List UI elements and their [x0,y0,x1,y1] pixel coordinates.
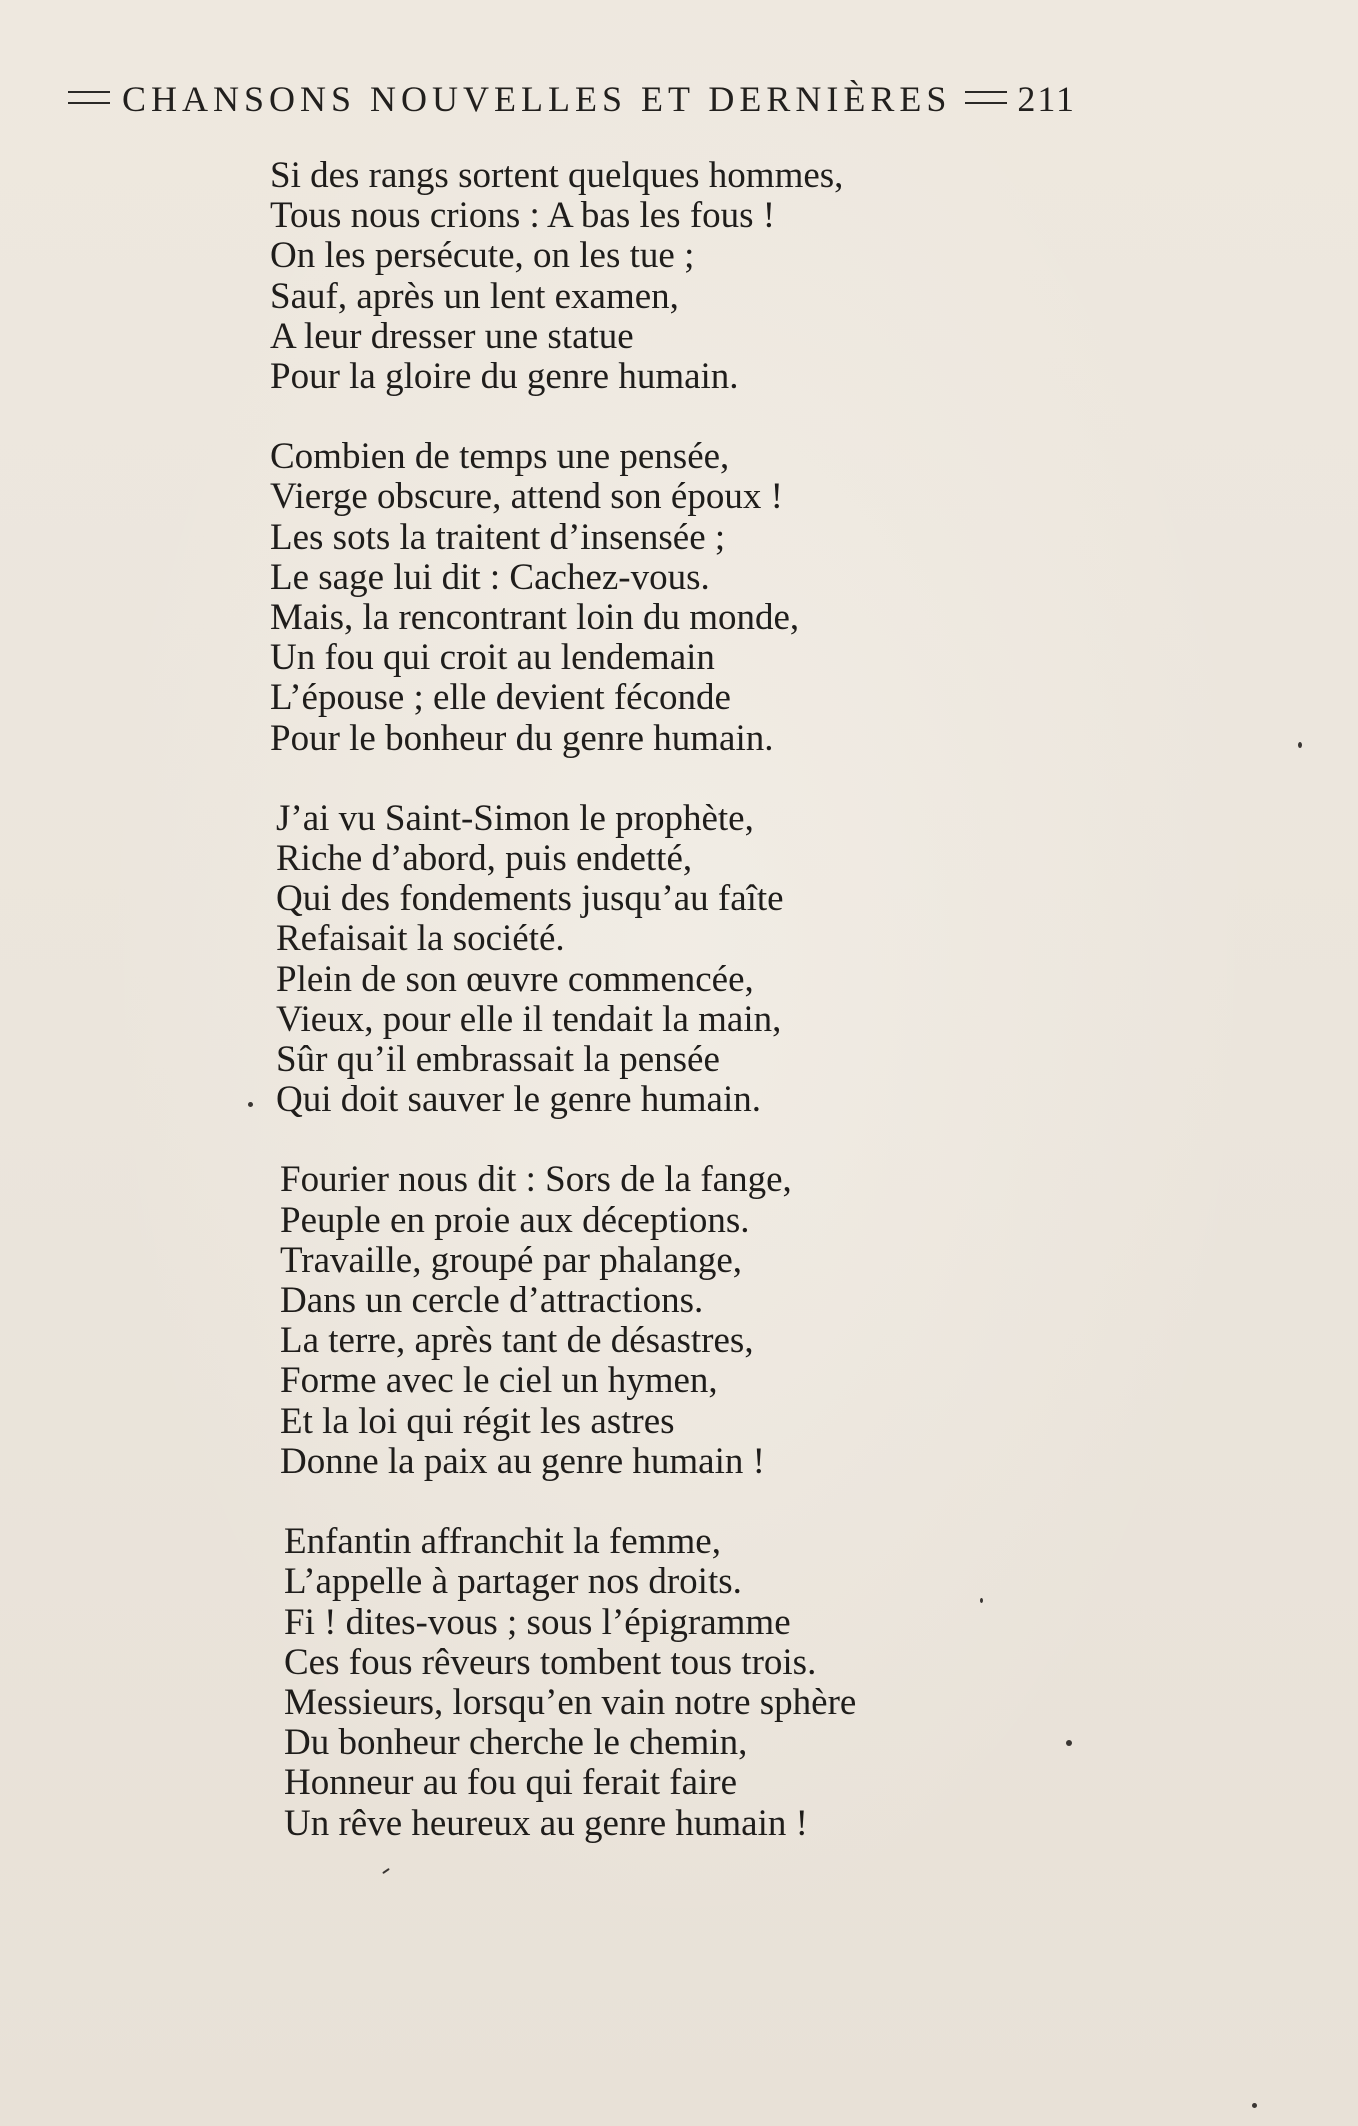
verse-line: Qui des fondements jusqu’au faîte [276,878,784,920]
verse-line: Donne la paix au genre humain ! [280,1440,765,1482]
verse-line: Tous nous crions : A bas les fous ! [270,195,776,237]
verse-line: Vierge obscure, attend son époux ! [270,476,783,518]
verse-line: Forme avec le ciel un hymen, [280,1360,718,1402]
verse-line: Fi ! dites-vous ; sous l’épigramme [284,1601,791,1643]
verse-line: Et la loi qui régit les astres [280,1400,675,1442]
verse-line: Dans un cercle d’attractions. [280,1280,704,1322]
double-rule-left [68,91,110,104]
verse-line: Enfantin affranchit la femme, [284,1521,721,1563]
verse-line: Refaisait la société. [276,918,565,960]
double-rule-right [965,91,1007,104]
verse-line: On les persécute, on les tue ; [270,235,695,277]
verse-line: Pour le bonheur du genre humain. [270,717,774,759]
verse-line: Honneur au fou qui ferait faire [284,1762,738,1804]
verse-line: L’appelle à partager nos droits. [284,1561,742,1603]
page-number: 211 [1017,79,1077,119]
verse-line: Plein de son œuvre commencée, [276,958,754,1000]
stanza [270,437,1270,759]
verse-line: Le sage lui dit : Cachez-vous. [270,556,710,598]
verse-line: Si des rangs sortent quelques hommes, [270,155,844,196]
verse-line: Du bonheur cherche le chemin, [284,1722,748,1764]
verse-line: Qui doit sauver le genre humain. [276,1079,761,1121]
stanza [284,1522,1270,1844]
verse-line: Peuple en proie aux déceptions. [280,1199,750,1241]
verse-line: A leur dresser une statue [270,315,634,357]
running-head-title: CHANSONS NOUVELLES ET DERNIÈRES [122,79,952,119]
verse-line: Sauf, après un lent examen, [270,275,679,317]
paper-speck [248,1102,253,1107]
verse-line: La terre, après tant de désastres, [280,1320,754,1362]
verse-line: Travaille, groupé par phalange, [280,1239,743,1281]
paper-speck [1252,2103,1257,2108]
verse-line: Sûr qu’il embrassait la pensée [276,1039,720,1081]
verse-line: Combien de temps une pensée, [270,436,730,478]
verse-line: Riche d’abord, puis endetté, [276,838,693,880]
poem-text [270,156,1270,1884]
stanza [276,799,1270,1121]
verse-line: Fourier nous dit : Sors de la fange, [280,1159,792,1201]
verse-line: J’ai vu Saint-Simon le prophète, [276,797,754,839]
verse-line: Ces fous rêveurs tombent tous trois. [284,1641,817,1683]
verse-line: Les sots la traitent d’insensée ; [270,516,726,558]
paper-speck [1298,742,1302,748]
verse-line: L’épouse ; elle devient féconde [270,677,731,719]
verse-line: Vieux, pour elle il tendait la main, [276,998,782,1040]
verse-line: Un rêve heureux au genre humain ! [284,1802,808,1844]
stanza [270,156,1270,397]
verse-line: Un fou qui croit au lendemain [270,637,715,679]
verse-line: Mais, la rencontrant loin du monde, [270,597,800,639]
paper-speck [980,1598,983,1603]
paper-speck [1066,1740,1072,1746]
verse-line: Messieurs, lorsqu’en vain notre sphère [284,1681,857,1723]
stanza [280,1160,1270,1482]
verse-line: Pour la gloire du genre humain. [270,356,739,398]
running-head [68,78,1158,120]
